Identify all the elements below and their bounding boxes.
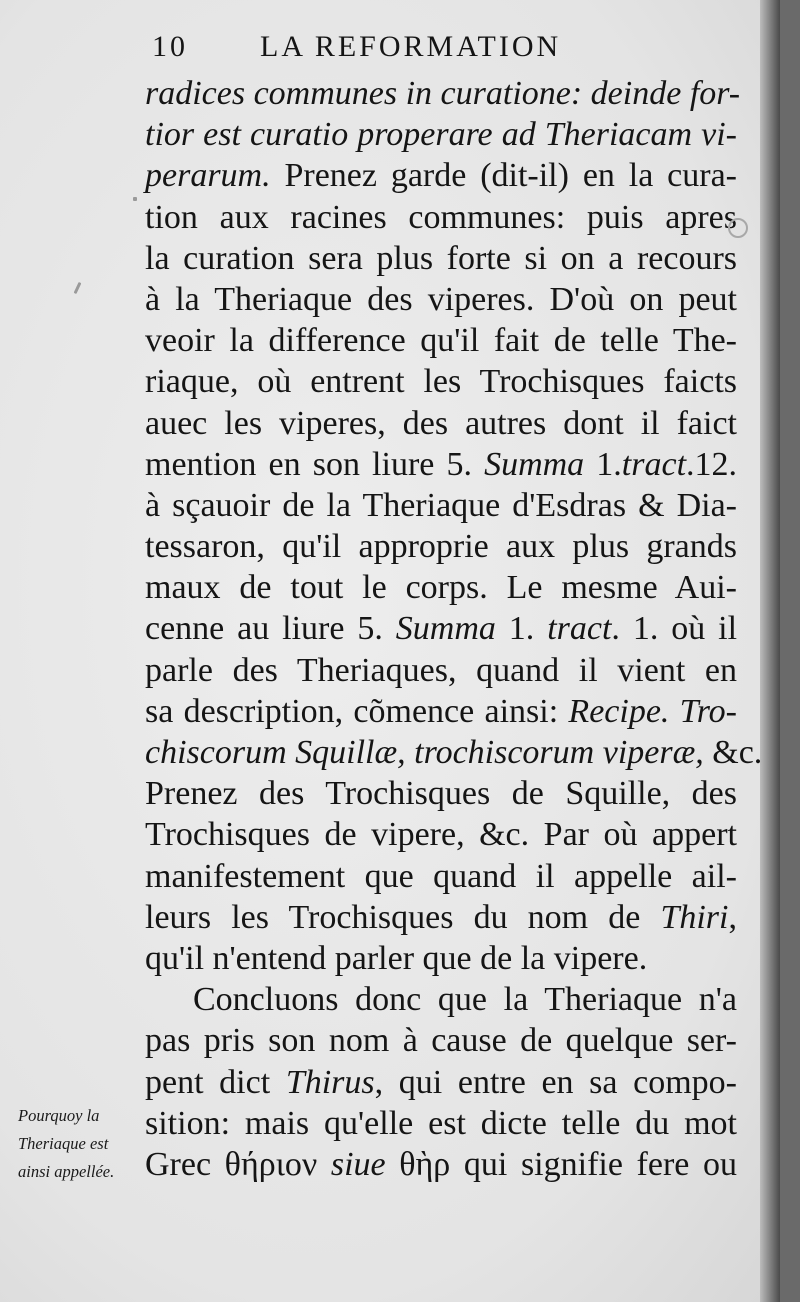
running-title: LA REFORMATION bbox=[260, 30, 562, 63]
text-segment: sition: mais qu'elle est dicte telle du mot bbox=[145, 1104, 737, 1142]
text-segment: pent dict bbox=[145, 1063, 286, 1101]
ink-speck bbox=[133, 197, 137, 201]
text-segment: manifestement que quand il appelle ail- bbox=[145, 857, 737, 895]
ink-speck bbox=[74, 282, 82, 294]
text-line bbox=[145, 361, 737, 402]
text-segment: Prenez des Trochisques de Squille, des bbox=[145, 775, 737, 813]
text-line bbox=[145, 732, 763, 773]
text-line bbox=[145, 485, 737, 526]
italic-text: tract bbox=[621, 445, 687, 483]
text-segment: qu'il n'entend parler que de la vipere. bbox=[145, 939, 648, 977]
text-line bbox=[145, 444, 737, 485]
italic-text: Recipe. Tro- bbox=[568, 692, 737, 730]
text-segment: auec les viperes, des autres dont il faict bbox=[145, 404, 737, 442]
text-segment: pas pris son nom à cause de quelque ser- bbox=[145, 1022, 737, 1060]
ink-blot bbox=[728, 218, 748, 238]
text-segment: &c. bbox=[703, 734, 763, 771]
margin-note-line: ainsi appellée. bbox=[18, 1162, 115, 1181]
italic-text: perarum. bbox=[145, 157, 271, 195]
italic-text: chiscorum Squillæ, trochiscorum viperæ, bbox=[145, 734, 704, 771]
text-segment: parle des Theriaques, quand il vient en bbox=[145, 651, 737, 689]
text-line bbox=[145, 567, 737, 608]
text-line bbox=[145, 650, 737, 691]
text-segment: Trochisques de vipere, &c. Par où appert bbox=[145, 816, 737, 854]
text-segment: Concluons donc que la Theriaque n'a bbox=[193, 981, 737, 1019]
text-line bbox=[145, 897, 737, 938]
text-segment: . 1. où il bbox=[611, 610, 738, 648]
text-segment: θὴρ bbox=[399, 1145, 451, 1183]
text-line bbox=[145, 197, 737, 238]
text-line bbox=[145, 279, 737, 320]
text-segment: , qui entre en sa compo- bbox=[374, 1063, 738, 1101]
text-segment: qui signifie fere ou bbox=[450, 1145, 737, 1183]
text-line bbox=[145, 1103, 737, 1144]
text-segment: leurs les Trochisques du nom de bbox=[145, 898, 661, 936]
text-line bbox=[145, 773, 737, 814]
text-segment: mention en son liure 5. bbox=[145, 445, 485, 483]
text-line bbox=[145, 979, 737, 1020]
text-segment: 1. bbox=[495, 610, 548, 648]
text-line bbox=[145, 1144, 737, 1185]
text-segment: tessaron, qu'il approprie aux plus grands bbox=[145, 528, 737, 566]
text-line bbox=[145, 938, 737, 979]
text-line bbox=[145, 526, 737, 567]
italic-text: Summa bbox=[395, 610, 496, 648]
text-segment: à sçauoir de la Theriaque d'Esdras & Dia- bbox=[145, 486, 737, 524]
margin-note-line: Theriaque est bbox=[18, 1134, 109, 1153]
text-line bbox=[145, 114, 737, 155]
text-line bbox=[145, 691, 737, 732]
text-segment: , bbox=[728, 898, 737, 936]
text-segment: sa description, cõmence ainsi: bbox=[145, 692, 569, 730]
page-edge-shadow bbox=[760, 0, 780, 1302]
text-line bbox=[145, 73, 741, 114]
text-segment: cenne au liure 5. bbox=[145, 610, 396, 648]
text-line bbox=[145, 856, 737, 897]
italic-text: Summa bbox=[484, 445, 585, 483]
text-segment: veoir la difference qu'il fait de telle The- bbox=[145, 322, 737, 360]
text-segment: la curation sera plus forte si on a recours bbox=[145, 239, 737, 277]
text-line bbox=[145, 1062, 737, 1103]
text-segment: 1. bbox=[584, 445, 622, 483]
italic-text: Thiri bbox=[660, 898, 729, 936]
text-line bbox=[145, 814, 737, 855]
italic-text: tior est curatio properare ad Theriacam vi- bbox=[145, 116, 737, 154]
text-line bbox=[145, 608, 737, 649]
text-segment: Prenez garde (dit-il) en la cura- bbox=[270, 157, 737, 195]
italic-text: siue bbox=[317, 1145, 400, 1183]
text-segment: .12. bbox=[686, 445, 738, 483]
text-line bbox=[145, 238, 737, 279]
italic-text: tract bbox=[547, 610, 612, 648]
text-line bbox=[145, 320, 737, 361]
text-line bbox=[145, 155, 737, 196]
text-line bbox=[145, 403, 737, 444]
text-segment: θήριον bbox=[224, 1145, 318, 1183]
margin-note-line: Pourquoy la bbox=[18, 1106, 100, 1125]
text-segment: Grec bbox=[145, 1145, 225, 1183]
text-segment: riaque, où entrent les Trochisques faicts bbox=[145, 363, 737, 401]
text-line bbox=[145, 1020, 737, 1061]
body-text bbox=[145, 73, 763, 1185]
italic-text: Thirus bbox=[285, 1063, 375, 1101]
text-segment: à la Theriaque des viperes. D'où on peut bbox=[145, 280, 737, 318]
page-number: 10 bbox=[152, 30, 188, 63]
margin-note bbox=[18, 1102, 156, 1186]
italic-text: radices communes in curatione: deinde for- bbox=[145, 75, 741, 112]
text-segment: tion aux racines communes: puis apres bbox=[145, 198, 737, 236]
text-segment: maux de tout le corps. Le mesme Aui- bbox=[145, 569, 737, 607]
